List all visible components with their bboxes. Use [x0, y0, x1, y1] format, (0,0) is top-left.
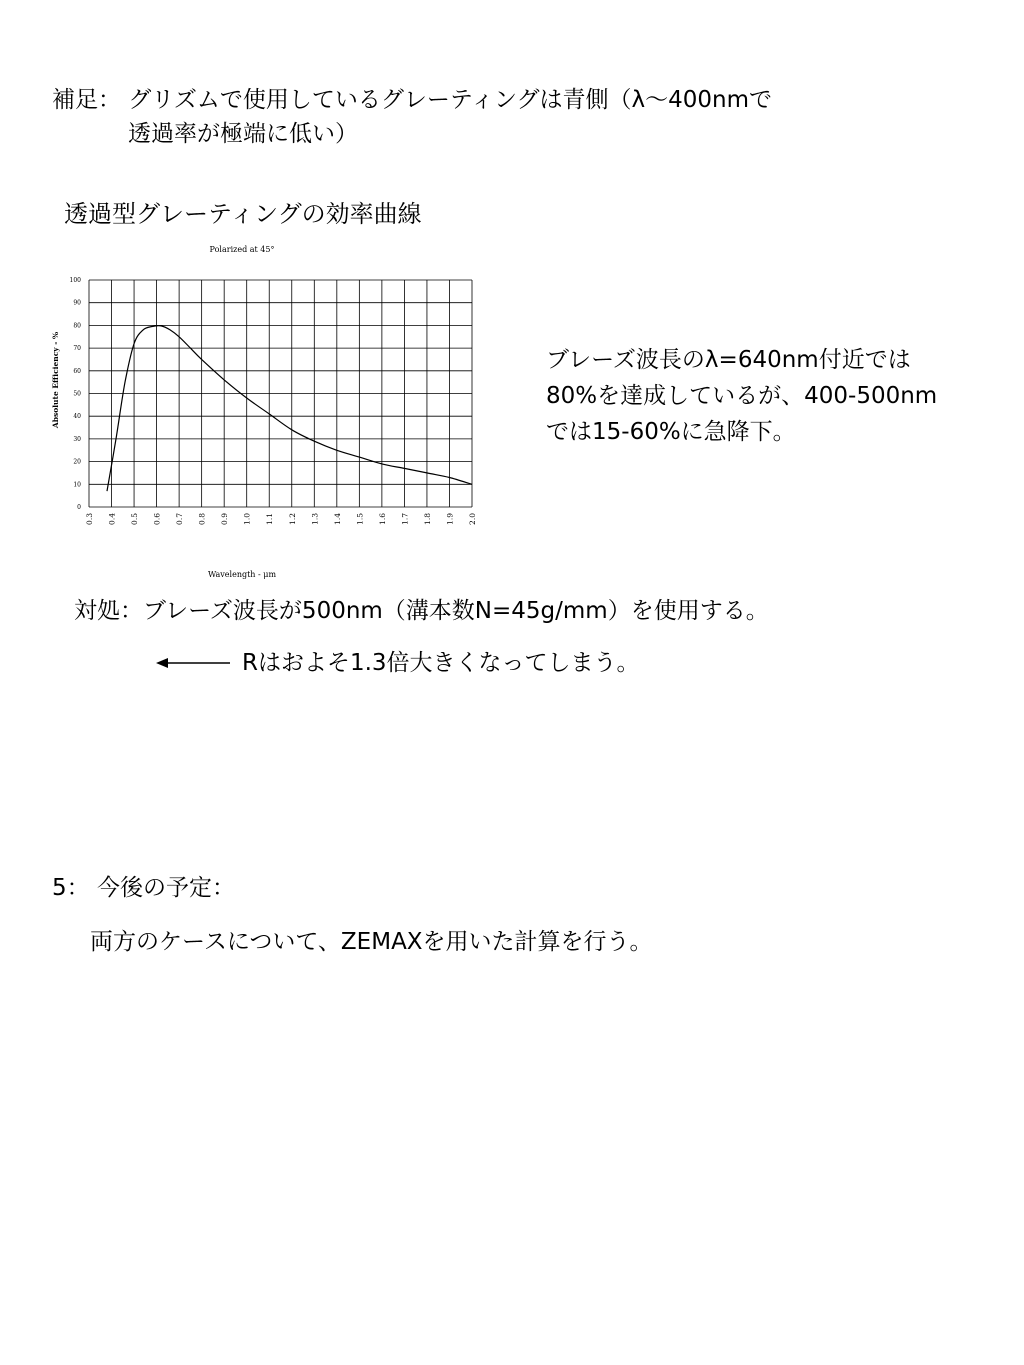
x-tick-label: 1.6 — [377, 513, 387, 525]
chart-heading: 透過型グレーティングの効率曲線 — [64, 200, 422, 228]
y-tick-labels — [70, 277, 82, 511]
plan-heading: 5： 今後の予定： — [52, 875, 235, 901]
blaze-note-line-3: では15-60%に急降下。 — [546, 419, 796, 445]
note-line-2: 透過率が極端に低い） — [128, 121, 358, 147]
x-tick-label: 1.7 — [400, 513, 410, 525]
left-arrow-icon — [156, 656, 232, 670]
chart-grid — [89, 280, 472, 507]
y-tick-label: 80 — [73, 322, 81, 330]
y-tick-label: 20 — [73, 458, 81, 466]
x-tick-label: 0.6 — [152, 513, 162, 525]
y-tick-label: 40 — [73, 413, 81, 421]
x-tick-label: 1.4 — [332, 513, 342, 525]
x-tick-label: 1.8 — [422, 513, 432, 525]
y-axis-label: Absolute Efficiency - % — [51, 331, 60, 429]
x-tick-label: 1.0 — [242, 513, 252, 525]
y-tick-label: 50 — [73, 390, 81, 398]
consequence-text: Rはおよそ1.3倍大きくなってしまう。 — [242, 650, 640, 676]
blaze-note-line-1: ブレーズ波長のλ=640nm付近では — [546, 347, 911, 373]
x-tick-labels — [85, 513, 477, 525]
x-tick-label: 1.5 — [355, 513, 365, 525]
efficiency-curve — [107, 326, 472, 491]
x-tick-label: 1.2 — [287, 513, 297, 525]
x-tick-label: 0.9 — [220, 513, 230, 525]
x-tick-label: 0.8 — [197, 513, 207, 525]
x-tick-label: 0.3 — [85, 513, 94, 525]
consequence-row — [156, 647, 640, 679]
remedy-text: 対処：ブレーズ波長が500nm（溝本数N=45g/mm）を使用する。 — [74, 598, 769, 624]
y-tick-label: 60 — [73, 367, 81, 375]
y-tick-label: 10 — [73, 481, 81, 489]
blaze-note — [546, 342, 937, 450]
y-tick-label: 100 — [69, 277, 81, 284]
x-tick-label: 0.7 — [175, 513, 185, 525]
blaze-note-line-2: 80%を達成しているが、400-500nm — [546, 383, 938, 409]
chart-title: Polarized at 45° — [209, 245, 275, 254]
efficiency-chart — [40, 238, 500, 588]
y-tick-label: 30 — [73, 435, 81, 443]
x-tick-label: 1.9 — [445, 513, 455, 525]
y-tick-label: 70 — [73, 345, 81, 353]
y-tick-label: 90 — [73, 299, 81, 307]
x-tick-label: 1.1 — [265, 513, 275, 525]
x-tick-label: 2.0 — [468, 513, 477, 525]
x-tick-label: 0.5 — [130, 513, 140, 525]
x-tick-label: 0.4 — [107, 513, 117, 525]
note-line-1: 補足： グリズムで使用しているグレーティングは青側（λ～400nmで — [52, 87, 773, 113]
y-tick-label: 0 — [77, 504, 81, 511]
x-tick-label: 1.3 — [310, 513, 320, 525]
plan-body: 両方のケースについて、ZEMAXを用いた計算を行う。 — [90, 929, 653, 955]
x-axis-label: Wavelength - μm — [207, 570, 277, 579]
